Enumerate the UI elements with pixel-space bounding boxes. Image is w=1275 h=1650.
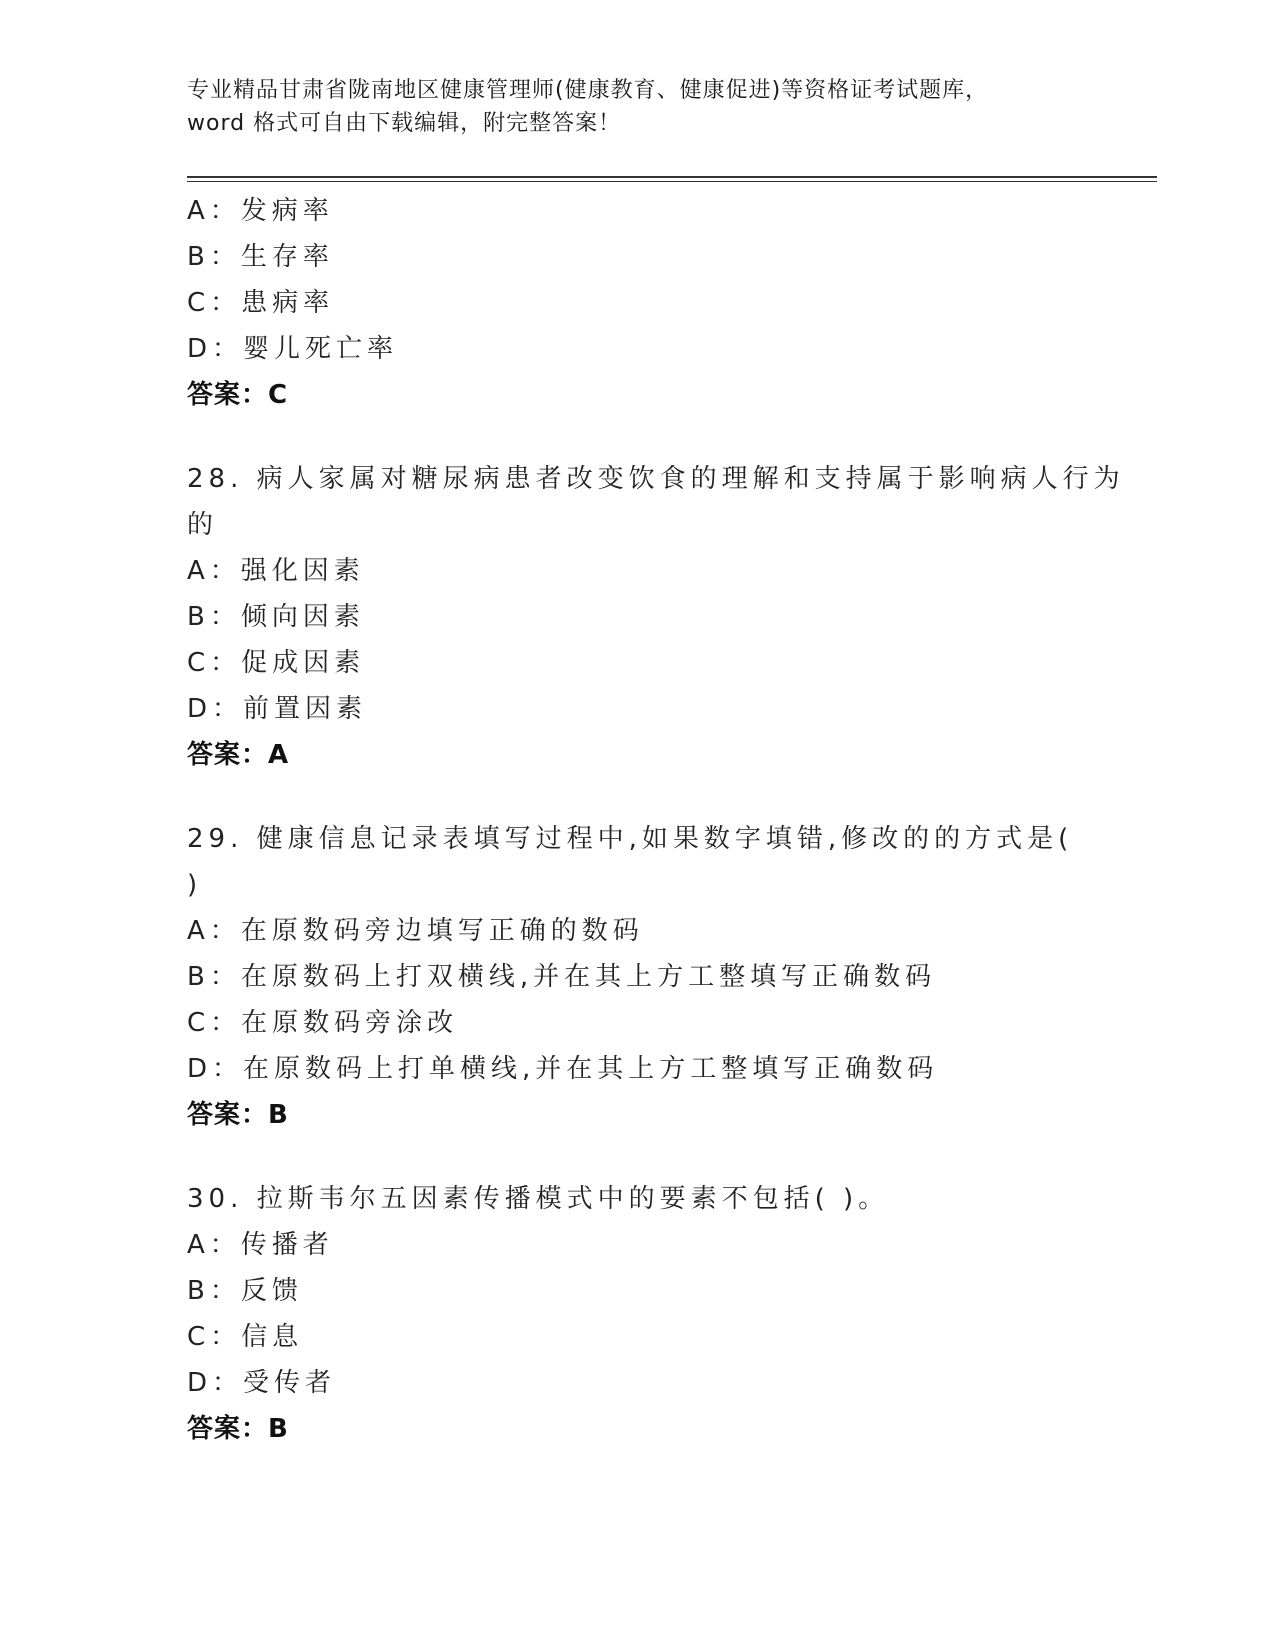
question-27-answer: 答案：C	[187, 380, 289, 410]
question-28-option-d: D：前置因素	[187, 694, 368, 724]
question-29-option-d: D：在原数码上打单横线,并在其上方工整填写正确数码	[187, 1054, 939, 1084]
question-content	[187, 188, 1187, 1452]
question-spacer	[187, 778, 1187, 816]
question-30-option-b: B：反馈	[187, 1276, 303, 1306]
header-divider-thick	[187, 176, 1157, 178]
question-30	[187, 1176, 1187, 1452]
question-28-option-b: B：倾向因素	[187, 602, 365, 632]
question-spacer	[187, 1138, 1187, 1176]
question-27-option-c: C：患病率	[187, 288, 335, 318]
header-title-line-1: 专业精品甘肃省陇南地区健康管理师(健康教育、健康促进)等资格证考试题库，	[187, 78, 989, 103]
question-29-stem-line-2: )	[187, 870, 203, 900]
question-30-option-a: A：传播者	[187, 1230, 334, 1260]
header-title-line-2: word 格式可自由下载编辑，附完整答案！	[187, 111, 622, 136]
question-29-option-a: A：在原数码旁边填写正确的数码	[187, 916, 644, 946]
question-29-answer: 答案：B	[187, 1100, 289, 1130]
question-30-option-c: C：信息	[187, 1322, 304, 1352]
question-29	[187, 816, 1187, 1138]
question-28-answer: 答案：A	[187, 740, 290, 770]
question-28-option-c: C：促成因素	[187, 648, 366, 678]
question-27-option-a: A：发病率	[187, 196, 334, 226]
question-30-option-d: D：受传者	[187, 1368, 337, 1398]
question-27-option-b: B：生存率	[187, 242, 334, 272]
question-30-stem-line-1: 30. 拉斯韦尔五因素传播模式中的要素不包括( )。	[187, 1184, 890, 1214]
question-28-stem-line-2: 的	[187, 510, 219, 540]
question-spacer	[187, 418, 1187, 456]
question-27-option-d: D：婴儿死亡率	[187, 334, 399, 364]
question-28-stem-line-1: 28. 病人家属对糖尿病患者改变饮食的理解和支持属于影响病人行为	[187, 464, 1125, 494]
question-28	[187, 456, 1187, 778]
question-29-option-b: B：在原数码上打双横线,并在其上方工整填写正确数码	[187, 962, 937, 992]
question-28-option-a: A：强化因素	[187, 556, 365, 586]
document-header	[187, 74, 1187, 140]
question-29-option-c: C：在原数码旁涂改	[187, 1008, 459, 1038]
question-29-stem-line-1: 29. 健康信息记录表填写过程中,如果数字填错,修改的的方式是(	[187, 824, 1074, 854]
header-divider-thin	[187, 181, 1157, 182]
question-27	[187, 188, 1187, 418]
question-30-answer: 答案：B	[187, 1414, 289, 1444]
